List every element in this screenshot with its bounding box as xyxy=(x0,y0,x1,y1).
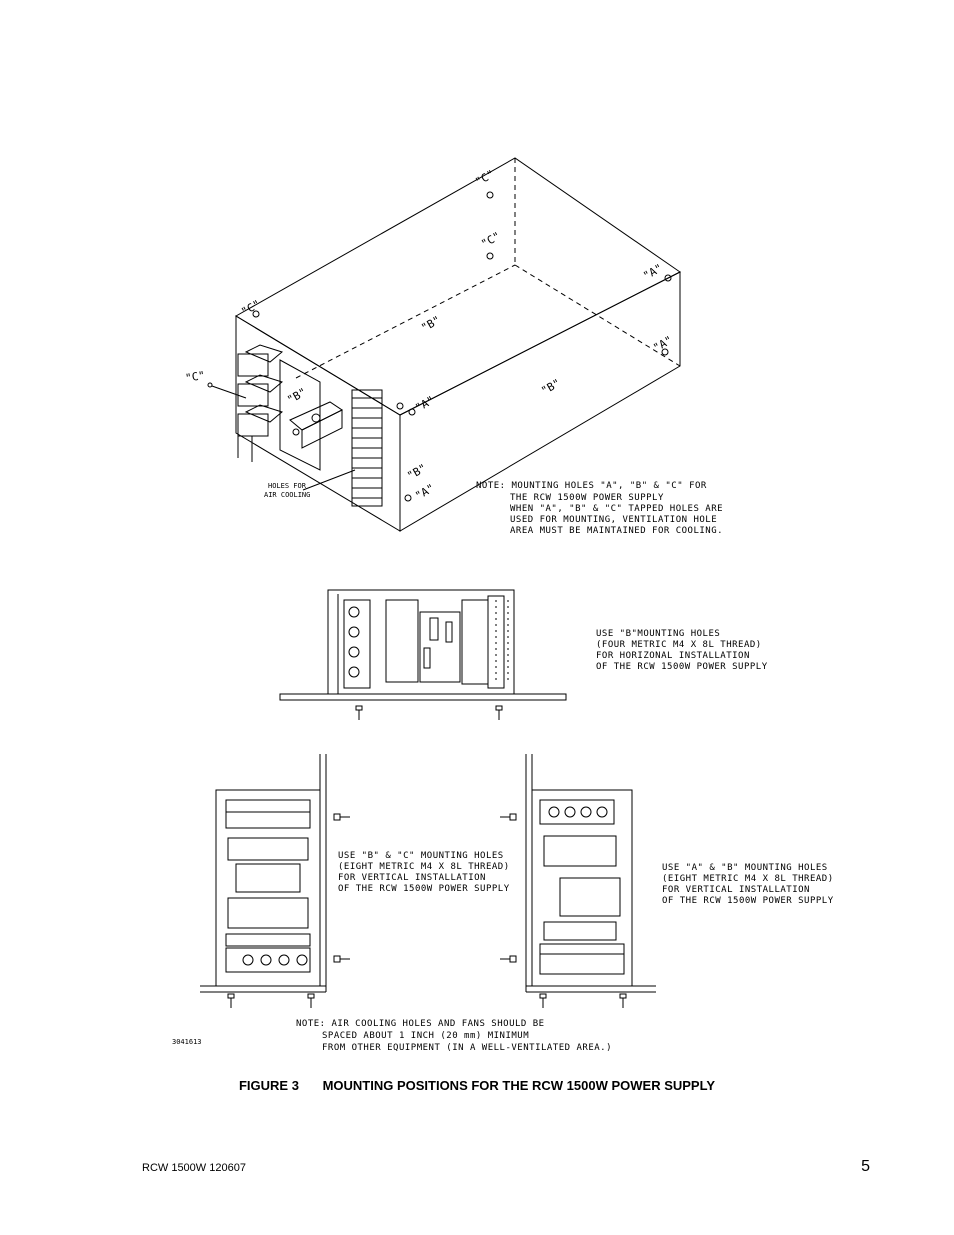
svg-text:USE "B"MOUNTING HOLES: USE "B"MOUNTING HOLES xyxy=(596,629,721,639)
svg-text:OF THE RCW 1500W POWER SUPPLY: OF THE RCW 1500W POWER SUPPLY xyxy=(338,884,510,894)
figure-title: MOUNTING POSITIONS FOR THE RCW 1500W POWER SUPPLY xyxy=(322,1078,716,1093)
svg-text:FROM OTHER EQUIPMENT (IN A WEL: FROM OTHER EQUIPMENT (IN A WELL-VENTILATED AREA.) xyxy=(322,1043,613,1053)
svg-text:FOR HORIZONAL INSTALLATION: FOR HORIZONAL INSTALLATION xyxy=(596,651,750,661)
svg-text:HOLES FOR: HOLES FOR xyxy=(268,482,306,490)
page-number: 5 xyxy=(861,1158,870,1175)
svg-text:USED FOR MOUNTING, VENTILATION: USED FOR MOUNTING, VENTILATION HOLE xyxy=(510,515,718,525)
horizontal-view xyxy=(280,590,566,720)
svg-text:WHEN "A", "B" & "C" TAPPED HOL: WHEN "A", "B" & "C" TAPPED HOLES ARE xyxy=(510,504,724,514)
svg-text:"B": "B" xyxy=(405,461,429,483)
vertical-bc-labels xyxy=(338,851,510,894)
svg-text:FOR VERTICAL INSTALLATION: FOR VERTICAL INSTALLATION xyxy=(338,873,486,883)
svg-text:NOTE: MOUNTING HOLES "A", "B": NOTE: MOUNTING HOLES "A", "B" & "C" FOR xyxy=(476,481,707,491)
svg-text:SPACED ABOUT 1 INCH (20 mm) MI: SPACED ABOUT 1 INCH (20 mm) MINIMUM xyxy=(322,1031,530,1041)
svg-text:OF THE RCW 1500W POWER SUPPLY: OF THE RCW 1500W POWER SUPPLY xyxy=(596,662,768,672)
svg-text:"A": "A" xyxy=(651,333,675,355)
svg-text:FOR VERTICAL INSTALLATION: FOR VERTICAL INSTALLATION xyxy=(662,885,810,895)
svg-text:"B": "B" xyxy=(539,376,563,398)
svg-text:"B": "B" xyxy=(419,313,443,335)
svg-text:"C": "C" xyxy=(473,167,497,189)
footer-doc-id: RCW 1500W 120607 xyxy=(142,1162,246,1174)
vertical-ab-labels xyxy=(662,863,834,906)
svg-text:"C": "C" xyxy=(184,368,207,385)
horizontal-labels xyxy=(596,629,768,672)
svg-text:"A": "A" xyxy=(413,393,437,415)
figure-caption xyxy=(0,1078,954,1093)
figure-number: FIGURE 3 xyxy=(238,1078,299,1093)
svg-text:"A": "A" xyxy=(641,261,665,283)
svg-text:"C": "C" xyxy=(239,297,263,319)
svg-text:"B": "B" xyxy=(285,385,309,407)
svg-text:USE "A" & "B" MOUNTING HOLES: USE "A" & "B" MOUNTING HOLES xyxy=(662,863,828,873)
svg-text:(FOUR METRIC M4 X 8L THREAD): (FOUR METRIC M4 X 8L THREAD) xyxy=(596,640,762,650)
svg-text:THE RCW 1500W POWER SUPPLY: THE RCW 1500W POWER SUPPLY xyxy=(510,493,664,503)
svg-text:AIR COOLING: AIR COOLING xyxy=(264,491,311,499)
vertical-bc-view xyxy=(200,754,350,1008)
isometric-view xyxy=(208,158,680,531)
vertical-ab-view xyxy=(500,754,656,1008)
svg-text:"C": "C" xyxy=(479,229,503,251)
svg-text:(EIGHT METRIC M4 X 8L THREAD): (EIGHT METRIC M4 X 8L THREAD) xyxy=(662,874,834,884)
drawing-id: 3041613 xyxy=(172,1038,202,1046)
svg-text:OF THE RCW 1500W POWER SUPPLY: OF THE RCW 1500W POWER SUPPLY xyxy=(662,896,834,906)
svg-text:USE "B" & "C" MOUNTING HOLES: USE "B" & "C" MOUNTING HOLES xyxy=(338,851,504,861)
svg-text:AREA MUST BE MAINTAINED FOR CO: AREA MUST BE MAINTAINED FOR COOLING. xyxy=(510,526,724,536)
bottom-note xyxy=(172,1019,612,1053)
svg-text:NOTE: AIR COOLING HOLES AND F: NOTE: AIR COOLING HOLES AND FANS SHOULD BE xyxy=(296,1019,545,1029)
isometric-labels xyxy=(184,167,723,536)
svg-text:(EIGHT METRIC M4 X 8L THREAD): (EIGHT METRIC M4 X 8L THREAD) xyxy=(338,862,510,872)
svg-text:"A": "A" xyxy=(413,481,437,503)
